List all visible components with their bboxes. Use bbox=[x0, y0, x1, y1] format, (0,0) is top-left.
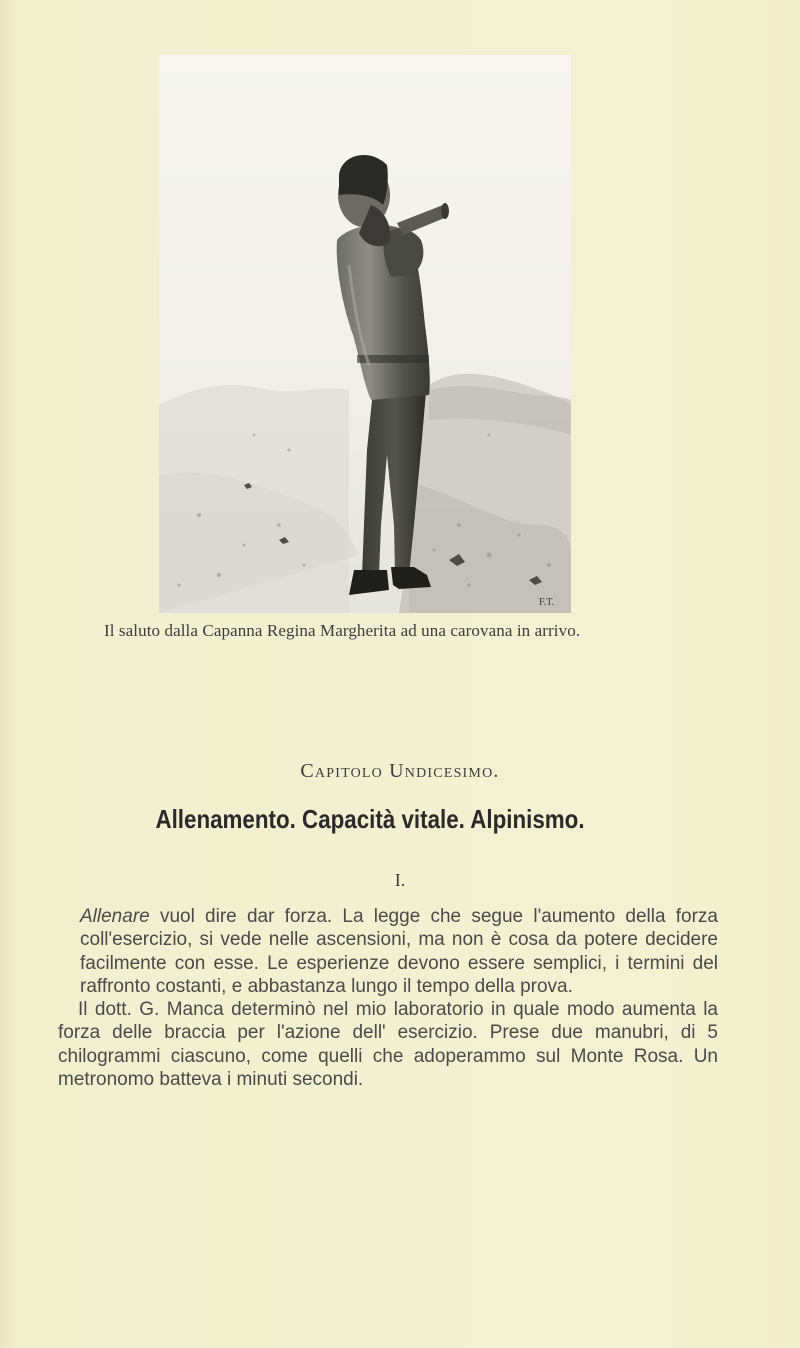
section-number: I. bbox=[394, 870, 406, 890]
photograph-plate bbox=[159, 55, 571, 613]
mountaineer-photograph bbox=[159, 55, 571, 613]
paragraph-lead-word: Allenare bbox=[80, 906, 150, 927]
chapter-label: Capitolo Undicesimo. bbox=[300, 760, 500, 782]
photograph-signature: F.T. bbox=[539, 597, 555, 608]
paragraph-1 bbox=[58, 905, 718, 998]
paragraph-1-text: vuol dire dar forza. La legge che segue l'aumento della forza coll'esercizio, si vede nelle ascensioni, ma non è cosa da potere decidere facilmente con esse. Le esperienze devono essere semplici, i termini del raffronto costanti, e abbastanza lungo il tempo della prova. bbox=[80, 906, 718, 997]
paragraph-2: Il dott. G. Manca determinò nel mio laboratorio in quale modo aumenta la forza delle braccia per l'azione dell' esercizio. Prese due manubri, di 5 chilogrammi ciascuno, come quelli che adoperammo sul Monte Rosa. Un metronomo batteva i minuti secondi. bbox=[58, 999, 718, 1091]
chapter-heading: Allenamento. Capacità vitale. Alpinismo. bbox=[155, 804, 585, 834]
body-text bbox=[58, 905, 718, 1091]
figure-caption: Il saluto dalla Capanna Regina Margherita ad una carovana in arrivo. bbox=[104, 621, 581, 640]
